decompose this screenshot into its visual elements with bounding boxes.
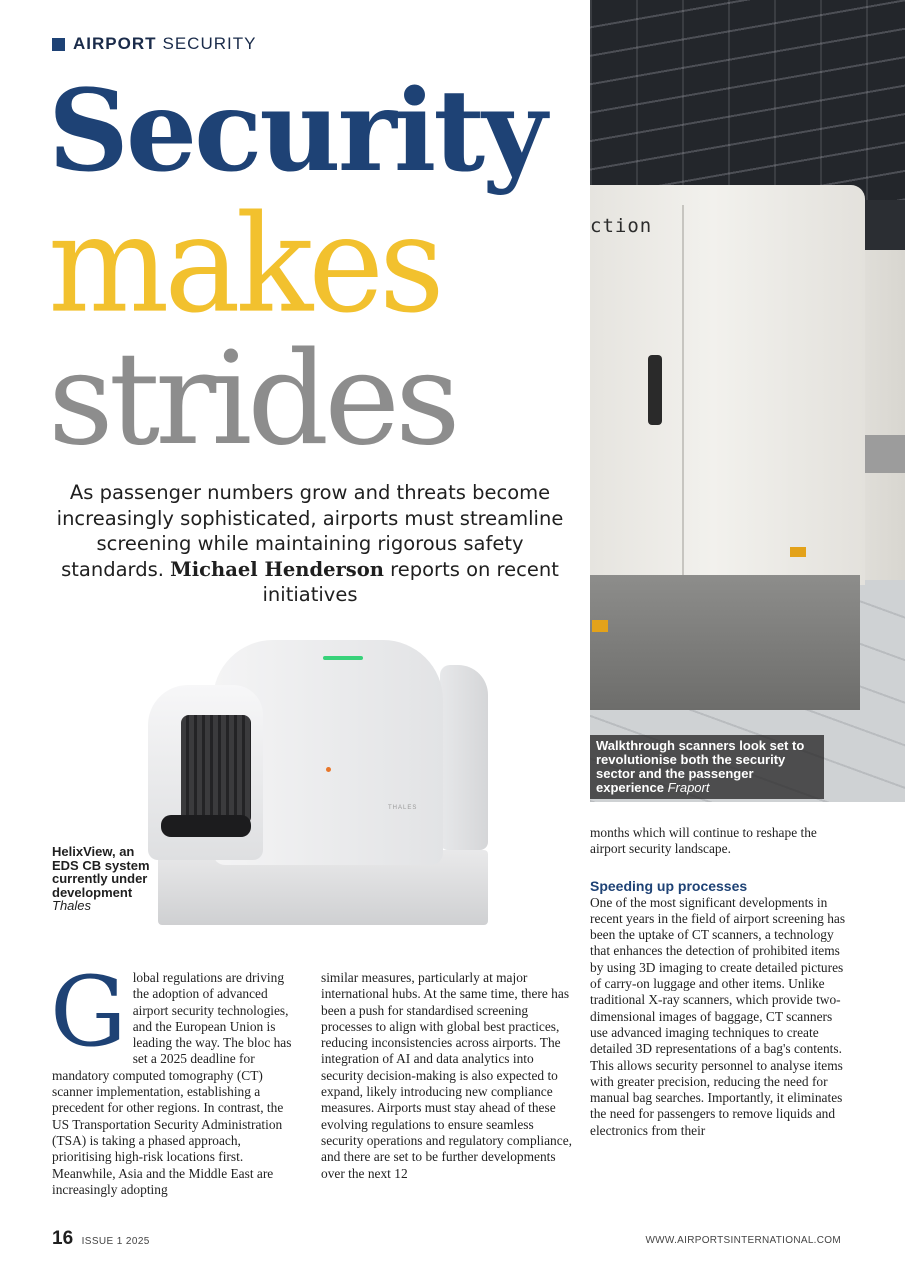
- walkthrough-scanner-photo: [590, 0, 905, 802]
- body-column-3-intro: months which will continue to reshape the airport security landscape.: [590, 825, 817, 857]
- scanner-base: [590, 575, 860, 710]
- door-handle: [648, 355, 662, 425]
- subhead: Speeding up processes: [590, 877, 748, 894]
- standfirst: [55, 480, 565, 608]
- section-tag-bold: AIRPORT: [73, 34, 157, 53]
- page-number: 16: [52, 1228, 74, 1249]
- helixview-brand-text: THALES: [388, 805, 418, 811]
- photo-left-caption-text: HelixView, an EDS CB system currently under development: [52, 844, 150, 900]
- section-square-icon: [52, 38, 65, 51]
- body-column-1: [50, 956, 300, 1198]
- scanner-tunnel: [181, 715, 251, 825]
- footer-left: [52, 1228, 150, 1250]
- photo-right-credit: Fraport: [667, 780, 710, 795]
- photo-left-caption: [52, 845, 152, 913]
- issue-label: ISSUE 1 2025: [81, 1236, 150, 1247]
- body-column-2-text: similar measures, particularly at major international hubs. At the same time, there has been a push for standardised screening processes to align with global best practices, reducing inconsistencies across airports. The integration of AI and data analytics into security decision-making is also expected to expand, likely introducing new compliance measures. Airports must stay ahead of these evolving regulations to ensure seamless security operations and regulatory compliance, and there are set to be further developments over the next 12: [321, 970, 572, 1181]
- body-column-3: [590, 825, 850, 1139]
- drop-cap: G: [50, 956, 127, 1068]
- footer-url[interactable]: WWW.AIRPORTSINTERNATIONAL.COM: [645, 1235, 841, 1246]
- headline-line-3: strides: [48, 325, 456, 474]
- standfirst-text: As passenger numbers grow and threats become increasingly sophisticated, airports must streamline screening while maintaining rigorous safety standards.: [56, 481, 564, 581]
- photo-right-caption-text: Walkthrough scanners look set to revolutionise both the security sector and the passenger experience: [596, 738, 805, 795]
- photo-right-caption: [590, 735, 824, 799]
- scanner-machine: [590, 185, 865, 585]
- headline-line-1: Security: [48, 66, 545, 197]
- standfirst-after: reports on recent initiatives: [262, 557, 559, 606]
- section-tag-rest: SECURITY: [162, 34, 257, 53]
- scanner-brand-text: ction: [590, 215, 653, 237]
- body-column-3-text: One of the most significant developments in recent years in the field of airport screening has been the uptake of CT scanners, a technology that enhances the detection of prohibited items by using 3D imaging to create detailed pictures of carry-on luggage and other items. Unlike traditional X-ray scanners, which provide two-dimensional images of baggage, CT scanners use advanced imaging techniques to create detailed 3D representations of a bag's contents. This allows security personnel to analyse items with greater precision, reducing the need for manual bag searches. Importantly, it eliminates the need for passengers to remove liquids and electronics from their: [590, 894, 846, 1138]
- headline-line-2: makes: [48, 186, 440, 344]
- helixview-scanner-image: [148, 635, 498, 935]
- body-column-1-text: lobal regulations are driving the adoption of advanced airport security technologies, and the European Union is leading the way. The bloc has set a 2025 deadline for mandatory computed tomography (CT) scanner implementation, establishing a precedent for other regions. In contrast, the US Transportation Security Administration (TSA) is taking a phased approach, prioritising high-risk locations first. Meanwhile, Asia and the Middle East are increasingly adopting: [52, 970, 292, 1197]
- status-light: [323, 656, 363, 660]
- photo-left-credit: Thales: [52, 898, 92, 913]
- conveyor-belt: [161, 815, 251, 837]
- standfirst-author: Michael Henderson: [170, 557, 384, 581]
- body-column-2: [321, 970, 573, 1182]
- headline: [48, 66, 588, 474]
- section-tag: [52, 34, 256, 54]
